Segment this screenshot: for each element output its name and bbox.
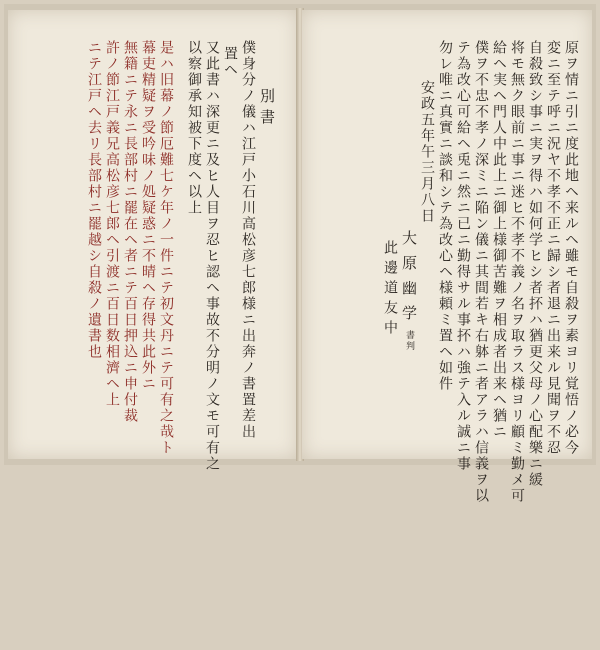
addressee-line: 此邊道友中: [382, 240, 398, 340]
right-text-line: 自殺致シ事ニ実ヲ得ハ如何学ヒシ者抔ハ猶更父母ノ心配樂ニ緩: [527, 40, 543, 488]
right-text-line: 給ヘ実ヘ門人中此上ニ御上様御苦難ヲ相成者出来ヘ猶ニ: [491, 40, 507, 440]
left-page: [8, 10, 298, 472]
right-text-line: 勿レ唯ニ真實ニ談和シテ為改心ヘ様頼ミ置ヘ如件: [437, 40, 453, 392]
left-text-line: 置ヘ: [222, 46, 238, 78]
right-text-line: 変ニ至テ呼ニ況ヤ不孝不正ニ歸シ者退ニ出来ル見聞ヲ不忍: [545, 40, 561, 456]
left-page-columns: [18, 40, 284, 472]
left-text-line: 又此書ハ深更ニ及ヒ人目ヲ忍ヒ認ヘ事故不分明ノ文モ可有之: [204, 40, 220, 472]
red-annotation-line: ニテ江戸ヘ去リ長部村ニ罷越シ自殺ノ遺書也: [86, 40, 102, 360]
right-text-line: 将モ無ク眼前ニ事ニ迷ヒ不孝不義ノ名ヲ取ラス様ヨリ顧ミ勤メ可: [509, 40, 525, 504]
red-annotation-line: 幕吏精疑ヲ受吟味ノ処疑惑ニ不晴ヘ存得共此外ニ: [140, 40, 156, 392]
red-annotation-line: 是ハ旧幕ノ節厄難七ケ年ノ一件ニテ初文丹ニテ可有之哉ト: [158, 40, 174, 456]
book-spread: [4, 4, 596, 504]
right-page: [302, 10, 592, 504]
right-text-line: 僕ヲ不忠不孝ノ深ミニ陥ン儀ニ其間若キ右躰ニ者アラハ信義ヲ以: [473, 40, 489, 504]
signature-line: [401, 40, 416, 640]
right-text-line: 原ヲ情ニ引ニ度此地ヘ来ルヘ雖モ自殺ヲ素ヨリ覚悟ノ必今: [563, 40, 579, 456]
date-line: 安政五年午三月八日: [419, 80, 435, 224]
right-text-line: テ為改心可給ヘ兎ニ然ニ已ニ勤得サル事抔ハ強テ入ル誠ニ事: [455, 40, 471, 472]
left-text-line: 僕身分ノ儀ハ江戸小石川高松彦七郎様ニ出奔ノ書置差出: [240, 40, 256, 440]
red-annotation-line: 許ノ節江戸義兄高松彦七郎ヘ引渡ニ百日数相濟ヘ上: [104, 40, 120, 408]
left-text-line: 以察御承知被下度ヘ以上: [186, 40, 202, 216]
red-annotation-line: 無籍ニテ永ニ長部村ニ罷在ヘ者ニテ百日押込ニ申付裁: [122, 40, 138, 424]
bessho-heading: 別書: [258, 88, 276, 130]
signature-name: 大原幽学: [400, 230, 418, 330]
signature-note: 書判: [404, 330, 414, 352]
right-page-columns: [312, 40, 579, 504]
